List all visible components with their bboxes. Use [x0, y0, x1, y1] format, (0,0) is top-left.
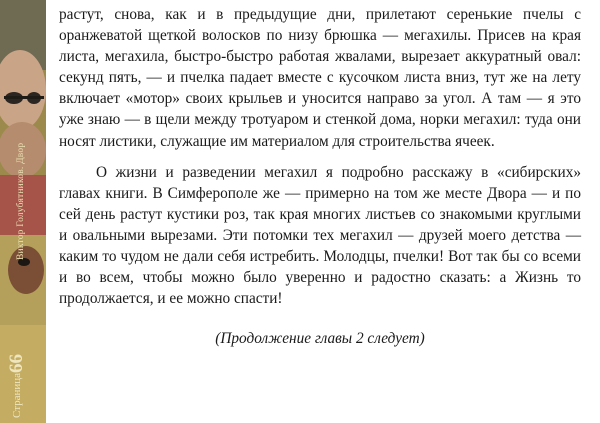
book-caption: Виктор Голубятников. Двор — [16, 142, 26, 260]
paragraph-2: О жизни и разведении мегахил я подробно расскажу в «сибирских» главах книги. В Симферополе же — примерно на том же месте Двора — и по сей день растут кустики роз, так края многих листьев со знакомыми круглыми и овальными вырезами. Эти потомки тех мегахил — друзей моего детства — каким то чудом не дали себя истребить. Молодцы, пчелки! Вот так бы со всеми и во всем, чтобы можно было уверенно и радостно сказать: а Жизнь то продолжается, и ее можно спасти! — [59, 163, 581, 308]
page-number-label — [6, 318, 32, 418]
continuation-note: (Продолжение главы 2 следует) — [215, 330, 425, 347]
side-strip — [0, 0, 46, 423]
paragraph-1: растут, снова, как и в предыдущие дни, прилетают серенькие пчелы с оранжеватой щеткой волосков по низу брюшка — мегахилы. Присев на края листа, мегахила, быстро-быстро работая жвалами, вырезает аккуратный овал: секунд пять, — и пчелка падает вместе с кусочком листа вниз, тут же на лету включает «мотор» своих крыльев и уносится направо за угол. А там — я это уже знаю — в щели между тротуаром и стенкой дома, норки мегахил: туда они носят листики, служащие им материалом для строительства ячеек. — [59, 6, 581, 150]
page-word: Страница — [11, 372, 23, 418]
article-text — [59, 4, 581, 309]
page-number: 66 — [6, 353, 27, 373]
